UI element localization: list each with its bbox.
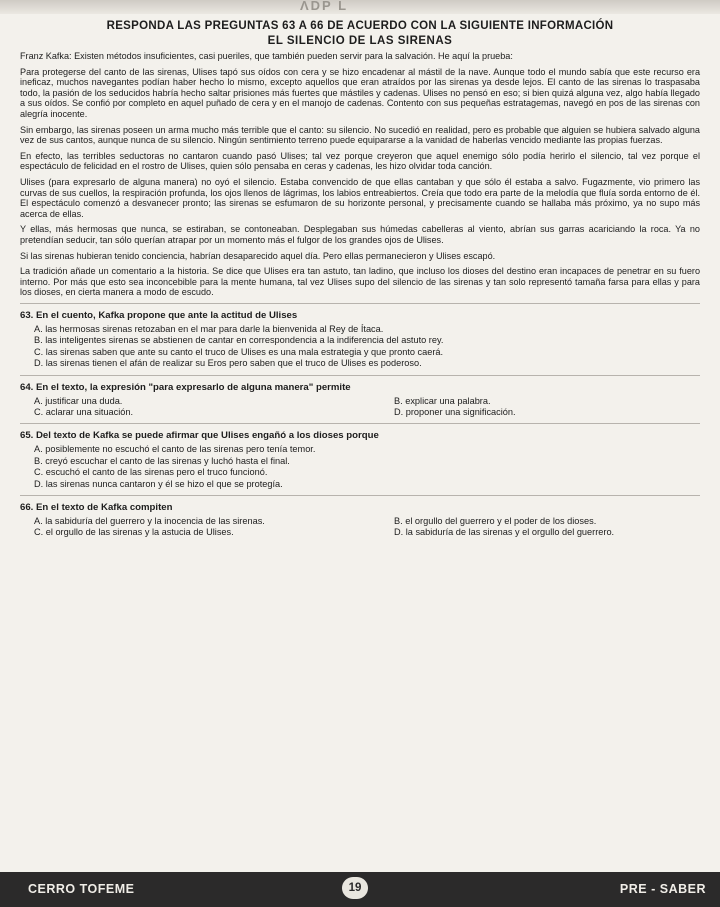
instruction-heading: RESPONDA LAS PREGUNTAS 63 A 66 DE ACUERDO CON LA SIGUIENTE INFORMACIÓN <box>106 20 614 32</box>
options-list <box>34 444 700 490</box>
options-grid <box>34 516 700 539</box>
option-d[interactable]: D. las sirenas tienen el afán de realizar su Eros pero saben que el truco de Ulises es poderoso. <box>34 358 422 369</box>
option-a[interactable]: A. las hermosas sirenas retozaban en el mar para darle la bienvenida al Rey de Ítaca. <box>34 323 384 334</box>
option-c[interactable]: C. escuchó el canto de las sirenas pero el truco funcionó. <box>34 467 268 478</box>
divider <box>20 495 700 496</box>
reading-passage <box>20 51 700 298</box>
option-b[interactable]: B. las inteligentes sirenas se abstienen de cantar en correspondencia a la indiferencia del astuto rey. <box>34 335 444 346</box>
top-cut-strip <box>0 0 720 14</box>
option-a[interactable]: A. justificar una duda. <box>34 395 123 406</box>
paragraph: Si las sirenas hubieran tenido conciencia, habrían desaparecido aquel día. Pero ellas permanecieron y Ulises escapó. <box>20 250 496 261</box>
question-stem: 66. En el texto de Kafka compiten <box>20 501 173 513</box>
option-d[interactable]: D. proponer una significación. <box>394 406 516 417</box>
question-stem: 64. En el texto, la expresión "para expresarlo de alguna manera" permite <box>20 381 351 393</box>
question-66 <box>20 502 700 539</box>
option-c[interactable]: C. el orgullo de las sirenas y la astucia de Ulises. <box>34 527 234 538</box>
footer-brand: CERRO TOFEME <box>28 882 135 896</box>
paragraph: La tradición añade un comentario a la historia. Se dice que Ulises era tan astuto, tan ladino, que incluso los dioses del destino eran incapaces de penetrar en su fuero interno. Por más que esto sea inconcebible para la mente humana, tal vez Ulises supo del silencio de las sirenas y tan solo representó tamaña farsa para ellas y para los dioses, en cierta manera a modo de escudo. <box>20 266 700 298</box>
cut-header-fragment: ΛDP L <box>300 0 349 13</box>
divider <box>20 423 700 424</box>
option-d[interactable]: D. la sabiduría de las sirenas y el orgullo del guerrero. <box>394 527 615 538</box>
option-b[interactable]: B. explicar una palabra. <box>394 395 491 406</box>
option-d[interactable]: D. las sirenas nunca cantaron y él se hizo el que se protegía. <box>34 478 283 489</box>
page-footer <box>0 872 720 907</box>
question-stem: 65. Del texto de Kafka se puede afirmar que Ulises engañó a los dioses porque <box>20 430 379 442</box>
paragraph: Ulises (para expresarlo de alguna manera) no oyó el silencio. Estaba convencido de que ellas cantaban y que sólo él estaba a salvo. Fugazmente, vio primero las curvas de sus cuellos, la respiración profunda, los ojos llenos de lágrimas, los labios entreabiertos. Creía que todo era parte de la melodía que fluía sorda entorno de él. El espectáculo comenzó a desvanecer pronto; las sirenas se esfumaron de su horizonte personal, y precisamente cuando se hallaba más próximo, ya no supo más acerca de ellas. <box>20 176 700 219</box>
reading-title: EL SILENCIO DE LAS SIRENAS <box>267 35 453 47</box>
option-c[interactable]: C. aclarar una situación. <box>34 406 134 417</box>
footer-exam-name: PRE - SABER <box>619 882 706 896</box>
divider <box>20 375 700 376</box>
paragraph: En efecto, las terribles seductoras no cantaron cuando pasó Ulises; tal vez porque creyeron que aquel enemigo sólo podía herirlo el silencio, tal vez porque el espectáculo de felicidad en el rostro de Ulises, quien sólo pensaba en ceras y cadenas, les hizo olvidar toda canción. <box>20 150 700 172</box>
option-b[interactable]: B. creyó escuchar el canto de las sirenas y luchó hasta el final. <box>34 455 290 466</box>
question-63 <box>20 310 700 370</box>
option-c[interactable]: C. las sirenas saben que ante su canto el truco de Ulises es una mala estrategia y que pronto caerá. <box>34 346 444 357</box>
paragraph: Franz Kafka: Existen métodos insuficientes, casi pueriles, que también pueden servir para la salvación. He aquí la prueba: <box>20 51 513 61</box>
page-content <box>20 20 700 543</box>
paragraph: Y ellas, más hermosas que nunca, se estiraban, se contoneaban. Desplegaban sus húmedas cabelleras al viento, abrían sus garras acariciando la roca. Ya no pretendían seducir, tan sólo querían atrapar por un momento más el fulgor de los grandes ojos de Ulises. <box>20 224 700 245</box>
paragraph: Sin embargo, las sirenas poseen un arma mucho más terrible que el canto: su silencio. No sucedió en realidad, pero es probable que alguien se hubiera salvado alguna vez de sus cantos, aunque nunca de su silencio. Ningún sentimiento terreno puede equipararse a la vanidad de haberlas vencido mediante las propias fuerzas. <box>20 124 700 146</box>
question-stem: 63. En el cuento, Kafka propone que ante la actitud de Ulises <box>20 309 298 321</box>
question-64 <box>20 382 700 419</box>
page-number: 19 <box>342 877 368 899</box>
divider <box>20 303 700 304</box>
options-grid <box>34 396 700 419</box>
question-65 <box>20 430 700 490</box>
paragraph: Para protegerse del canto de las sirenas, Ulises tapó sus oídos con cera y se hizo encadenar al mástil de la nave. Aunque todo el mundo sabía que este recurso era ineficaz, muchos navegantes podían haber hecho lo mismo, excepto aquellos que eran atraídos por las sirenas ya desde lejos. El canto de las sirenas lo traspasaba todo, la pasión de los seducidos habría hecho saltar prisiones más fuertes que mástiles y cadenas. Ulises no pensó en eso; si bien quizá alguna vez, algo había llegado a sus oídos. Se confió por completo en aquel puñado de cera y en el manojo de cadenas. Contento con sus pequeñas estratagemas, navegó en pos de las sirenas con alegría inocente. <box>20 66 700 119</box>
option-a[interactable]: A. la sabiduría del guerrero y la inocencia de las sirenas. <box>34 515 265 526</box>
option-b[interactable]: B. el orgullo del guerrero y el poder de los dioses. <box>394 515 597 526</box>
options-list <box>34 324 700 370</box>
option-a[interactable]: A. posiblemente no escuchó el canto de las sirenas pero tenía temor. <box>34 444 316 455</box>
